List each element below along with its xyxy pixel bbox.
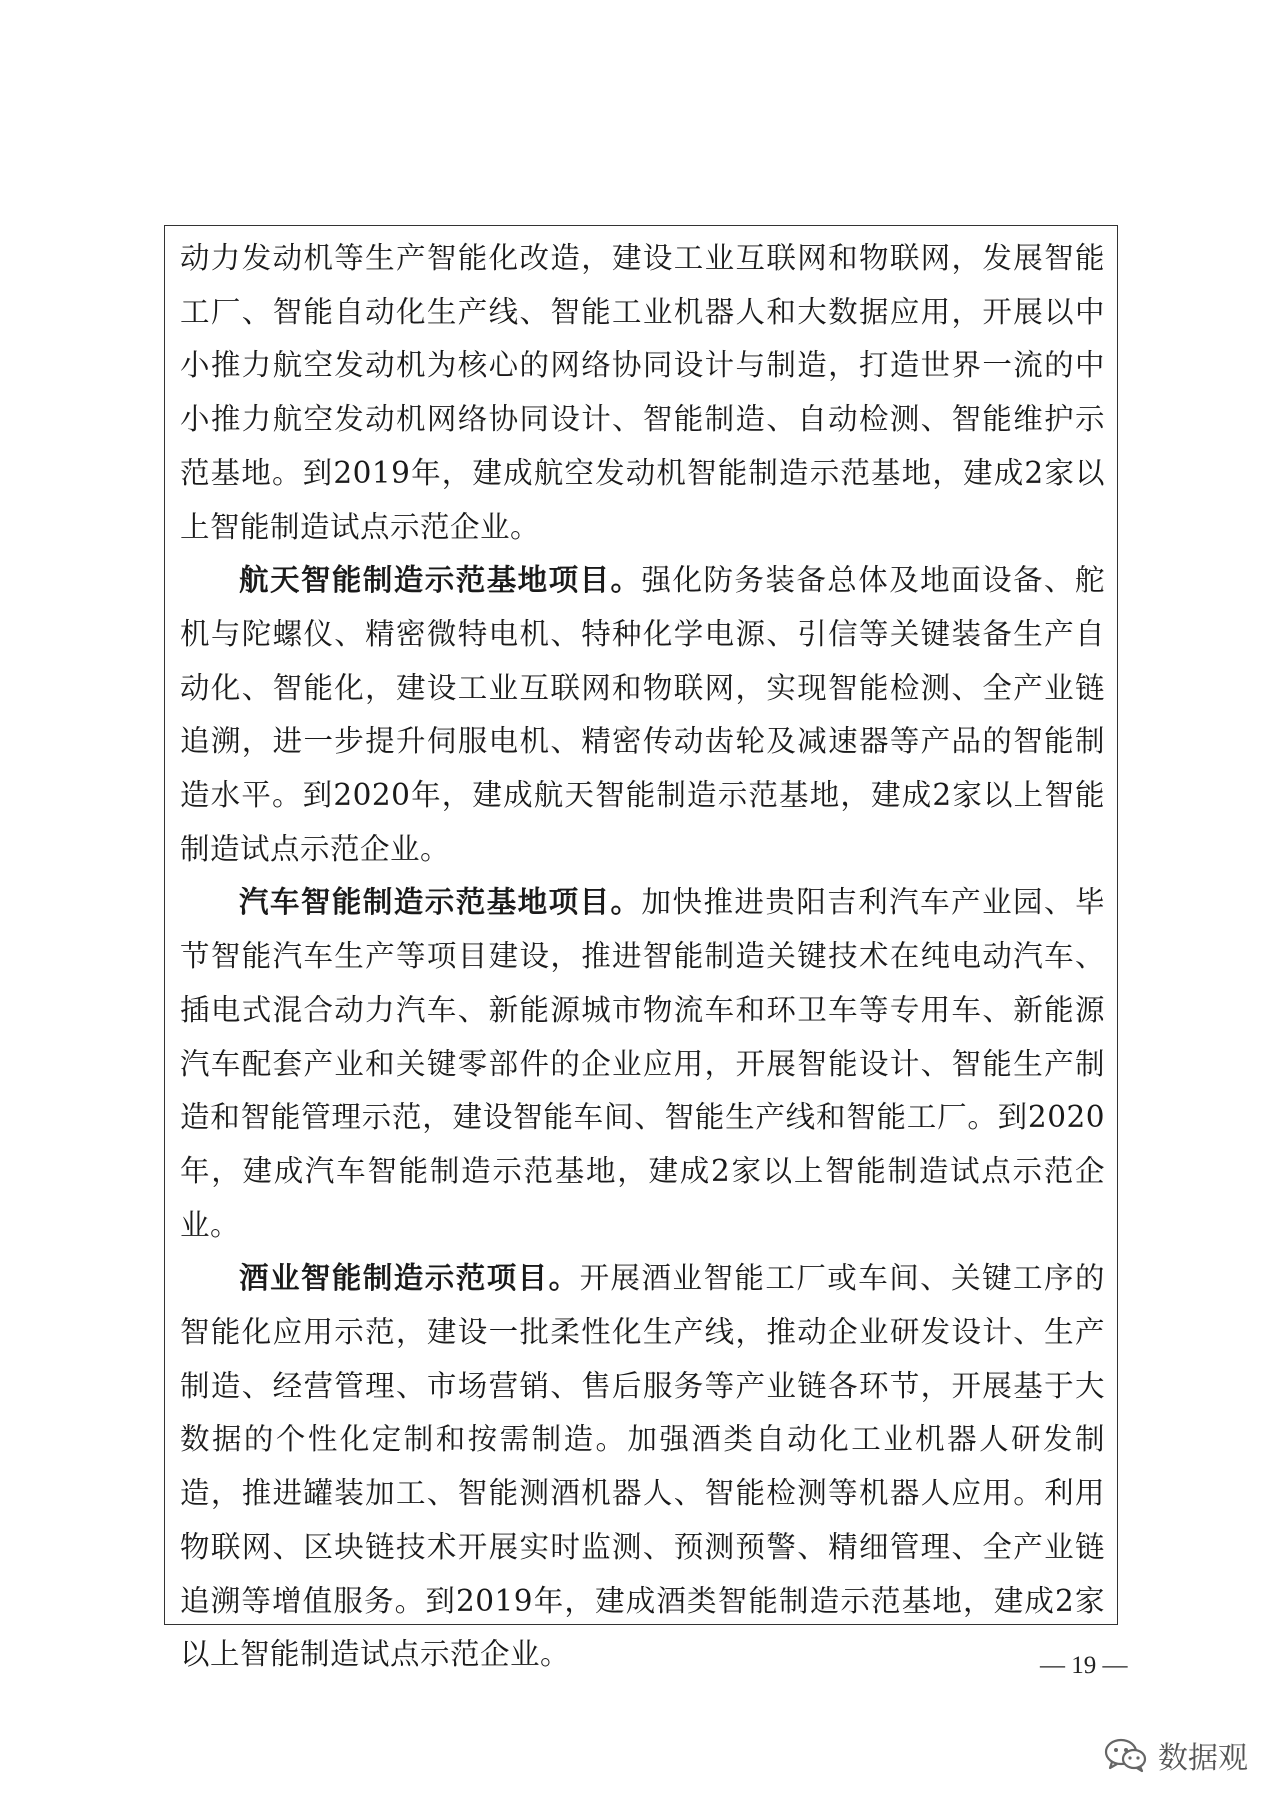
paragraph-text: 强化防务装备总体及地面设备、舵机与陀螺仪、精密微特电机、特种化学电源、引信等关键装备生产自动化、智能化，建设工业互联网和物联网，实现智能检测、全产业链追溯，进一步提升伺服电机、精密传动齿轮及减速器等产品的智能制造水平。到2020年，建成航天智能制造示范基地，建成2家以上智能制造试点示范企业。	[180, 563, 1105, 866]
paragraph-heading: 酒业智能制造示范项目。	[239, 1261, 580, 1296]
wechat-icon	[1104, 1737, 1148, 1773]
paragraph-heading: 航天智能制造示范基地项目。	[239, 563, 642, 598]
paragraph-aerospace	[180, 554, 1105, 876]
page-number: — 19 —	[1040, 1652, 1128, 1679]
watermark-text: 数据观	[1158, 1741, 1248, 1776]
paragraph-liquor	[180, 1252, 1105, 1682]
watermark	[1104, 1733, 1248, 1777]
paragraph-text: 动力发动机等生产智能化改造，建设工业互联网和物联网，发展智能工厂、智能自动化生产线、智能工业机器人和大数据应用，开展以中小推力航空发动机为核心的网络协同设计与制造，打造世界一流的中小推力航空发动机网络协同设计、智能制造、自动检测、智能维护示范基地。到2019年，建成航空发动机智能制造示范基地，建成2家以上智能制造试点示范企业。	[180, 241, 1105, 544]
paragraph-text: 开展酒业智能工厂或车间、关键工序的智能化应用示范，建设一批柔性化生产线，推动企业研发设计、生产制造、经营管理、市场营销、售后服务等产业链各环节，开展基于大数据的个性化定制和按需制造。加强酒类自动化工业机器人研发制造，推进罐装加工、智能测酒机器人、智能检测等机器人应用。利用物联网、区块链技术开展实时监测、预测预警、精细管理、全产业链追溯等增值服务。到2019年，建成酒类智能制造示范基地，建成2家以上智能制造试点示范企业。	[180, 1261, 1105, 1672]
paragraph-aero-engine	[180, 232, 1105, 554]
document-body	[180, 232, 1105, 1682]
paragraph-text: 加快推进贵阳吉利汽车产业园、毕节智能汽车生产等项目建设，推进智能制造关键技术在纯电动汽车、插电式混合动力汽车、新能源城市物流车和环卫车等专用车、新能源汽车配套产业和关键零部件的企业应用，开展智能设计、智能生产制造和智能管理示范，建设智能车间、智能生产线和智能工厂。到2020年，建成汽车智能制造示范基地，建成2家以上智能制造试点示范企业。	[180, 885, 1105, 1242]
paragraph-automotive	[180, 876, 1105, 1252]
paragraph-heading: 汽车智能制造示范基地项目。	[239, 885, 642, 920]
